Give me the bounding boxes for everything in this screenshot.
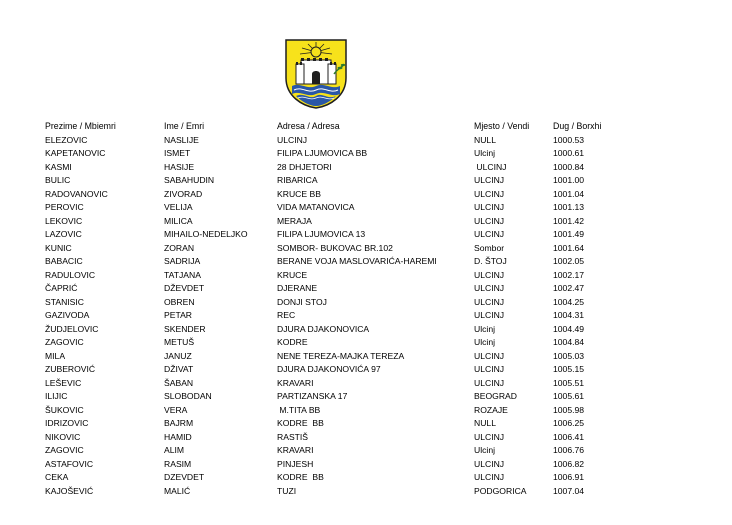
table-row [45, 255, 685, 269]
cell-surname: LAZOVIC [45, 229, 82, 239]
cell-address: DJURA DJAKONOVICA [277, 323, 370, 334]
cell-surname: KUNIC [45, 242, 72, 253]
header-place: Mjesto / Vendi [474, 121, 530, 131]
table-header [45, 120, 685, 134]
cell-address: KRAVARI [277, 445, 314, 455]
cell-debt: 1001.13 [553, 202, 585, 212]
table-row [45, 228, 685, 242]
cell-place: ULCINJ [474, 229, 505, 239]
cell-surname: ŽUDJELOVIC [45, 323, 99, 334]
cell-address: KODRE BB [277, 472, 324, 482]
cell-name: BAJRM [164, 418, 194, 428]
cell-name: HASIJE [164, 161, 195, 172]
cell-address: KRUCE BB [277, 188, 321, 199]
cell-address: BERANE VOJA MASLOVARIĆA-HAREMI [277, 256, 437, 266]
cell-place: ULCINJ [474, 310, 505, 320]
cell-address: MERAJA [277, 215, 312, 226]
header-address: Adresa / Adresa [277, 121, 340, 131]
cell-name: ALIM [164, 445, 185, 455]
cell-address: TUZI [277, 485, 297, 496]
cell-place: ULCINJ [474, 350, 505, 361]
cell-debt: 1001.00 [553, 175, 585, 185]
cell-name: ŠABAN [164, 377, 194, 388]
cell-debt: 1001.64 [553, 242, 585, 253]
cell-debt: 1004.25 [553, 296, 585, 307]
cell-debt: 1005.61 [553, 391, 585, 401]
table-row [45, 404, 685, 418]
cell-debt: 1006.91 [553, 472, 585, 482]
cell-debt: 1005.51 [553, 377, 585, 388]
cell-surname: MILA [45, 350, 66, 361]
cell-name: MIHAILO-NEDELJKO [164, 229, 248, 239]
coat-of-arms-logo [284, 38, 348, 110]
table-row [45, 336, 685, 350]
cell-address: DJERANE [277, 283, 318, 293]
table-row [45, 390, 685, 404]
cell-address: RIBARICA [277, 175, 318, 185]
cell-debt: 1006.41 [553, 431, 585, 442]
cell-name: METUŠ [164, 337, 195, 347]
cell-surname: ASTAFOVIC [45, 458, 94, 469]
cell-address: DONJI STOJ [277, 296, 327, 307]
cell-surname: ILIJIC [45, 391, 68, 401]
cell-debt: 1004.84 [553, 337, 585, 347]
cell-surname: BABACIC [45, 256, 83, 266]
cell-place: D. ŠTOJ [474, 256, 507, 266]
cell-debt: 1007.04 [553, 485, 585, 496]
cell-place: ULCINJ [474, 431, 505, 442]
cell-surname: IDRIZOVIC [45, 418, 89, 428]
cell-address: PARTIZANSKA 17 [277, 391, 348, 401]
table-row [45, 323, 685, 337]
cell-surname: CEKA [45, 472, 69, 482]
table-row [45, 161, 685, 175]
cell-name: SKENDER [164, 323, 206, 334]
table-row [45, 309, 685, 323]
cell-place: ULCINJ [474, 269, 505, 280]
cell-name: SADRIJA [164, 256, 201, 266]
table-row [45, 431, 685, 445]
cell-place: NULL [474, 418, 496, 428]
cell-name: NASLIJE [164, 134, 199, 145]
cell-place: Ulcinj [474, 148, 496, 158]
cell-place: ULCINJ [474, 175, 505, 185]
header-surname: Prezime / Mbiemri [45, 121, 116, 131]
cell-name: ISMET [164, 148, 191, 158]
cell-debt: 1001.04 [553, 188, 585, 199]
table-row [45, 269, 685, 283]
cell-name: OBREN [164, 296, 195, 307]
cell-name: ZIVORAD [164, 188, 203, 199]
table-row [45, 134, 685, 148]
cell-address: FILIPA LJUMOVICA 13 [277, 229, 366, 239]
cell-surname: RADULOVIC [45, 269, 96, 280]
cell-surname: LEKOVIC [45, 215, 83, 226]
cell-place: ULCINJ [474, 458, 505, 469]
cell-address: NENE TEREZA-MAJKA TEREZA [277, 350, 405, 361]
cell-place: ROZAJE [474, 404, 508, 415]
cell-place: ULCINJ [474, 188, 505, 199]
table-row [45, 147, 685, 161]
table-row [45, 417, 685, 431]
cell-place: Ulcinj [474, 337, 496, 347]
cell-place: Ulcinj [474, 445, 496, 455]
cell-place: PODGORICA [474, 485, 527, 496]
cell-surname: ZUBEROVIĆ [45, 364, 96, 374]
header-name: Ime / Emri [164, 121, 205, 131]
table-row [45, 242, 685, 256]
cell-place: NULL [474, 134, 496, 145]
cell-name: DZEVDET [164, 472, 205, 482]
cell-name: SLOBODAN [164, 391, 212, 401]
cell-name: ZORAN [164, 242, 195, 253]
cell-address: 28 DHJETORI [277, 161, 332, 172]
cell-debt: 1002.17 [553, 269, 585, 280]
cell-address: RASTIŠ [277, 431, 309, 442]
cell-name: TATJANA [164, 269, 201, 280]
cell-surname: ŠUKOVIC [45, 404, 84, 415]
cell-debt: 1004.49 [553, 323, 585, 334]
cell-surname: LEŠEVIC [45, 377, 82, 388]
cell-surname: ZAGOVIC [45, 445, 84, 455]
cell-place: ULCINJ [474, 202, 505, 212]
cell-debt: 1002.47 [553, 283, 585, 293]
cell-surname: STANISIC [45, 296, 84, 307]
cell-surname: ELEZOVIC [45, 134, 88, 145]
cell-debt: 1002.05 [553, 256, 585, 266]
cell-address: KODRE [277, 337, 308, 347]
cell-name: DŽIVAT [164, 364, 194, 374]
table-row [45, 350, 685, 364]
cell-address: M.TITA BB [277, 404, 321, 415]
cell-name: MILICA [164, 215, 193, 226]
cell-address: KRUCE [277, 269, 308, 280]
table-row [45, 296, 685, 310]
cell-surname: BULIC [45, 175, 71, 185]
cell-place: Ulcinj [474, 323, 496, 334]
cell-debt: 1000.53 [553, 134, 585, 145]
cell-name: DŽEVDET [164, 283, 205, 293]
cell-surname: ZAGOVIC [45, 337, 84, 347]
cell-name: PETAR [164, 310, 193, 320]
cell-surname: GAZIVODA [45, 310, 90, 320]
cell-debt: 1001.42 [553, 215, 585, 226]
cell-address: REC [277, 310, 296, 320]
cell-name: VELIJA [164, 202, 193, 212]
cell-place: ULCINJ [474, 472, 505, 482]
cell-place: BEOGRAD [474, 391, 517, 401]
cell-place: ULCINJ [474, 215, 505, 226]
cell-debt: 1000.84 [553, 161, 585, 172]
cell-surname: KAJOŠEVIĆ [45, 485, 94, 496]
cell-debt: 1006.25 [553, 418, 585, 428]
cell-address: VIDA MATANOVICA [277, 202, 355, 212]
table-row [45, 188, 685, 202]
table-row [45, 377, 685, 391]
table-row [45, 215, 685, 229]
cell-name: SABAHUDIN [164, 175, 215, 185]
cell-place: Sombor [474, 242, 505, 253]
cell-address: KRAVARI [277, 377, 314, 388]
cell-place: ULCINJ [474, 377, 505, 388]
cell-debt: 1001.49 [553, 229, 585, 239]
cell-surname: PEROVIC [45, 202, 84, 212]
cell-address: DJURA DJAKONOVIĆA 97 [277, 364, 381, 374]
cell-debt: 1005.98 [553, 404, 585, 415]
cell-address: ULCINJ [277, 134, 308, 145]
cell-debt: 1000.61 [553, 148, 585, 158]
cell-surname: KAPETANOVIC [45, 148, 106, 158]
cell-name: MALIĆ [164, 485, 191, 496]
cell-place: ULCINJ [474, 296, 505, 307]
table-row [45, 201, 685, 215]
debtor-table [45, 120, 685, 498]
cell-surname: NIKOVIC [45, 431, 81, 442]
cell-place: ULCINJ [474, 364, 505, 374]
cell-surname: KASMI [45, 161, 72, 172]
table-row [45, 458, 685, 472]
cell-surname: RADOVANOVIC [45, 188, 108, 199]
table-row [45, 282, 685, 296]
cell-address: PINJESH [277, 458, 314, 469]
table-row [45, 485, 685, 499]
table-row [45, 471, 685, 485]
table-row [45, 444, 685, 458]
cell-debt: 1004.31 [553, 310, 585, 320]
cell-debt: 1005.03 [553, 350, 585, 361]
cell-address: FILIPA LJUMOVICA BB [277, 148, 368, 158]
cell-debt: 1006.82 [553, 458, 585, 469]
cell-place: ULCINJ [474, 161, 507, 172]
cell-name: JANUZ [164, 350, 192, 361]
table-row [45, 363, 685, 377]
cell-debt: 1006.76 [553, 445, 585, 455]
cell-name: HAMID [164, 431, 192, 442]
cell-place: ULCINJ [474, 283, 505, 293]
cell-address: SOMBOR- BUKOVAC BR.102 [277, 242, 393, 253]
cell-address: KODRE BB [277, 418, 324, 428]
cell-surname: ČAPRIĆ [45, 283, 78, 293]
cell-name: VERA [164, 404, 188, 415]
cell-debt: 1005.15 [553, 364, 585, 374]
table-row [45, 174, 685, 188]
cell-name: RASIM [164, 458, 192, 469]
header-debt: Dug / Borxhi [553, 121, 602, 131]
